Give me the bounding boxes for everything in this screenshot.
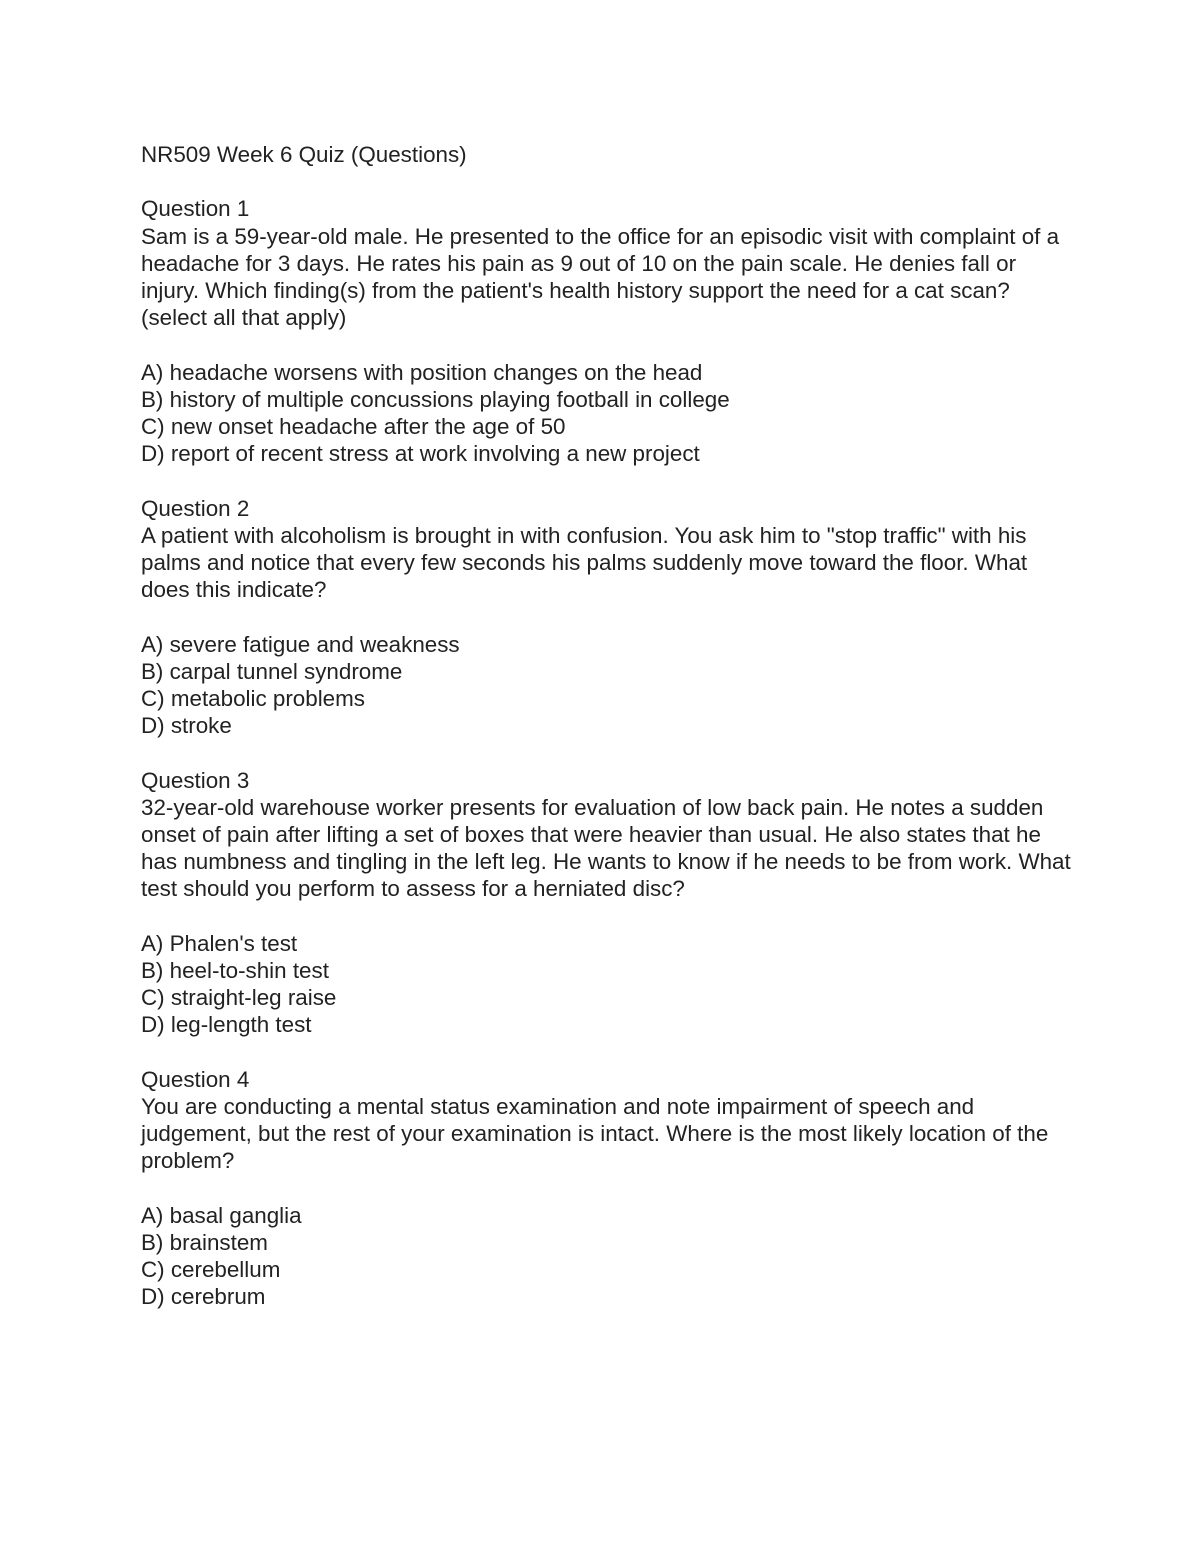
question-heading: Question 4 — [141, 1066, 250, 1092]
answer-option-c: C) new onset headache after the age of 50 — [141, 414, 566, 439]
answer-options — [141, 1202, 1071, 1311]
question-1 — [141, 195, 1071, 467]
answer-option-d: D) cerebrum — [141, 1284, 266, 1310]
answer-option-c: C) straight-leg raise — [141, 985, 337, 1011]
document-content — [141, 141, 1071, 1338]
question-text: A patient with alcoholism is brought in with confusion. You ask him to "stop traffic" with his palms and notice that every few seconds his palms suddenly move toward the floor. What does this indicate? — [141, 522, 1028, 603]
answer-option-d: D) report of recent stress at work involving a new project — [141, 441, 700, 467]
question-text: 32-year-old warehouse worker presents for evaluation of low back pain. He notes a sudden onset of pain after lifting a set of boxes that were heavier than usual. He also states that he has numbness and tingling in the left leg. He wants to know if he needs to be from work. What test should you perform to assess for a herniated disc? — [141, 794, 1071, 902]
answer-options — [141, 930, 1071, 1039]
answer-option-d: D) leg-length test — [141, 1012, 312, 1038]
answer-option-d: D) stroke — [141, 713, 232, 739]
answer-options — [141, 359, 1071, 468]
question-text: You are conducting a mental status examination and note impairment of speech and judgement, but the rest of your examination is intact. Where is the most likely location of the problem? — [141, 1094, 1049, 1174]
question-heading: Question 1 — [141, 196, 250, 222]
answer-options — [141, 631, 1071, 740]
answer-option-a: A) severe fatigue and weakness — [141, 631, 460, 657]
answer-option-b: B) carpal tunnel syndrome — [141, 658, 403, 684]
answer-option-a: A) headache worsens with position changes on the head — [141, 359, 703, 385]
question-3 — [141, 767, 1071, 1039]
question-heading: Question 3 — [141, 767, 250, 793]
answer-option-b: B) history of multiple concussions playing football in college — [141, 386, 730, 412]
answer-option-a: A) Phalen's test — [141, 930, 298, 956]
question-2 — [141, 495, 1071, 740]
answer-option-a: A) basal ganglia — [141, 1202, 302, 1228]
answer-option-c: C) metabolic problems — [141, 686, 365, 711]
answer-option-b: B) brainstem — [141, 1230, 268, 1255]
document-title: NR509 Week 6 Quiz (Questions) — [141, 142, 467, 167]
question-text: Sam is a 59-year-old male. He presented to the office for an episodic visit with complaint of a headache for 3 days. He rates his pain as 9 out of 10 on the pain scale. He denies fall or injury. Which finding(s) from the patient's health history support the need for a cat scan? (select all that apply) — [141, 223, 1060, 331]
question-4 — [141, 1066, 1071, 1311]
answer-option-c: C) cerebellum — [141, 1257, 281, 1283]
answer-option-b: B) heel-to-shin test — [141, 958, 329, 983]
question-heading: Question 2 — [141, 495, 250, 521]
